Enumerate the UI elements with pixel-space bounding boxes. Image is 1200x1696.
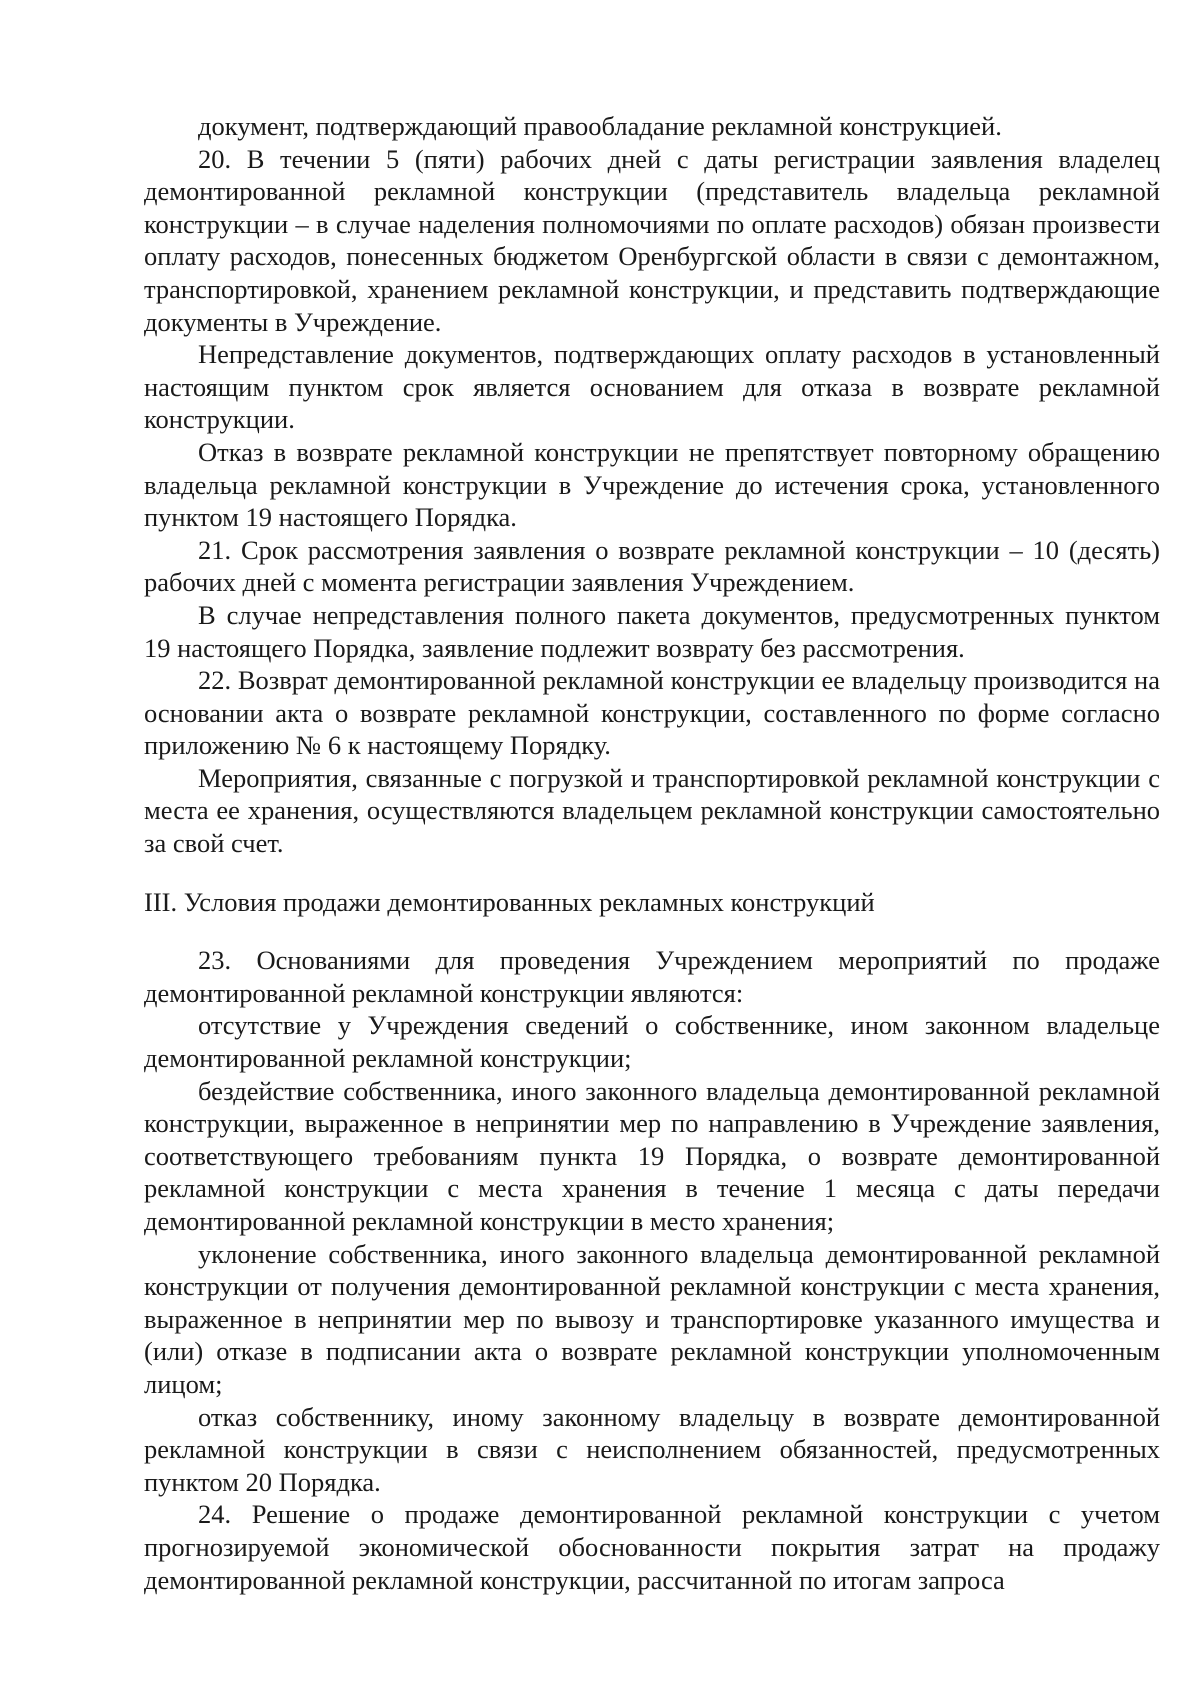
paragraph-item-20: 20. В течении 5 (пяти) рабочих дней с даты регистрации заявления владелец демонтированной рекламной конструкции (представитель владельца рекламной конструкции – в случае наделения полномочиями по оплате расходов) обязан произвести оплату расходов, понесенных бюджетом Оренбургской области в связи с демонтажном, транспортировкой, хранением рекламной конструкции, и представить подтверждающие документы в Учреждение. xyxy=(144,143,1160,337)
document-body xyxy=(144,110,1160,1596)
section-heading: III. Условия продажи демонтированных рекламных конструкций xyxy=(144,886,875,917)
paragraph-incomplete-package: В случае непредставления полного пакета документов, предусмотренных пунктом 19 настоящего Порядка, заявление подлежит возврату без рассмотрения. xyxy=(144,599,1160,663)
paragraph-refusal: Отказ в возврате рекламной конструкции не препятствует повторному обращению владельца рекламной конструкции в Учреждение до истечения срока, установленного пунктом 19 настоящего Порядка. xyxy=(144,436,1160,533)
paragraph-continuation: документ, подтверждающий правообладание рекламной конструкцией. xyxy=(198,111,1002,141)
paragraph-item-22: 22. Возврат демонтированной рекламной конструкции ее владельцу производится на основании акта о возврате рекламной конструкции, составленного по форме согласно приложению № 6 к настоящему Порядку. xyxy=(144,665,1160,761)
paragraph-item-21: 21. Срок рассмотрения заявления о возврате рекламной конструкции – 10 (десять) рабочих дней с момента регистрации заявления Учреждением. xyxy=(144,534,1160,598)
paragraph-non-submission: Непредставление документов, подтверждающих оплату расходов в установленный настоящим пунктом срок является основанием для отказа в возврате рекламной конструкции. xyxy=(144,339,1160,435)
paragraph-refusal-to-owner: отказ собственнику, иному законному владельцу в возврате демонтированной рекламной конструкции в связи с неисполнением обязанностей, предусмотренных пунктом 20 Порядка. xyxy=(144,1401,1160,1497)
paragraph-owner-inaction: бездействие собственника, иного законного владельца демонтированной рекламной конструкции, выраженное в непринятии мер по направлению в Учреждение заявления, соответствующего требованиям пункта 19 Порядка, о возврате демонтированной рекламной конструкции с места хранения в течение 1 месяца с даты передачи демонтированной рекламной конструкции в место хранения; xyxy=(144,1075,1160,1236)
paragraph-item-24: 24. Решение о продаже демонтированной рекламной конструкции с учетом прогнозируемой экономической обоснованности покрытия затрат на продажу демонтированной рекламной конструкции, рассчитанной по итогам запроса xyxy=(144,1499,1160,1595)
paragraph-loading-transport: Мероприятия, связанные с погрузкой и транспортировкой рекламной конструкции с места ее хранения, осуществляются владельцем рекламной конструкции самостоятельно за свой счет. xyxy=(144,762,1160,859)
paragraph-item-23: 23. Основаниями для проведения Учреждением мероприятий по продаже демонтированной рекламной конструкции являются: xyxy=(144,945,1160,1008)
paragraph-owner-evasion: уклонение собственника, иного законного владельца демонтированной рекламной конструкции от получения демонтированной рекламной конструкции с места хранения, выраженное в непринятии мер по вывозу и транспортировке указанного имущества и (или) отказе в подписании акта о возврате рекламной конструкции уполномоченным лицом; xyxy=(144,1238,1160,1399)
paragraph-no-owner-info: отсутствие у Учреждения сведений о собственнике, ином законном владельце демонтированной рекламной конструкции; xyxy=(144,1010,1160,1074)
